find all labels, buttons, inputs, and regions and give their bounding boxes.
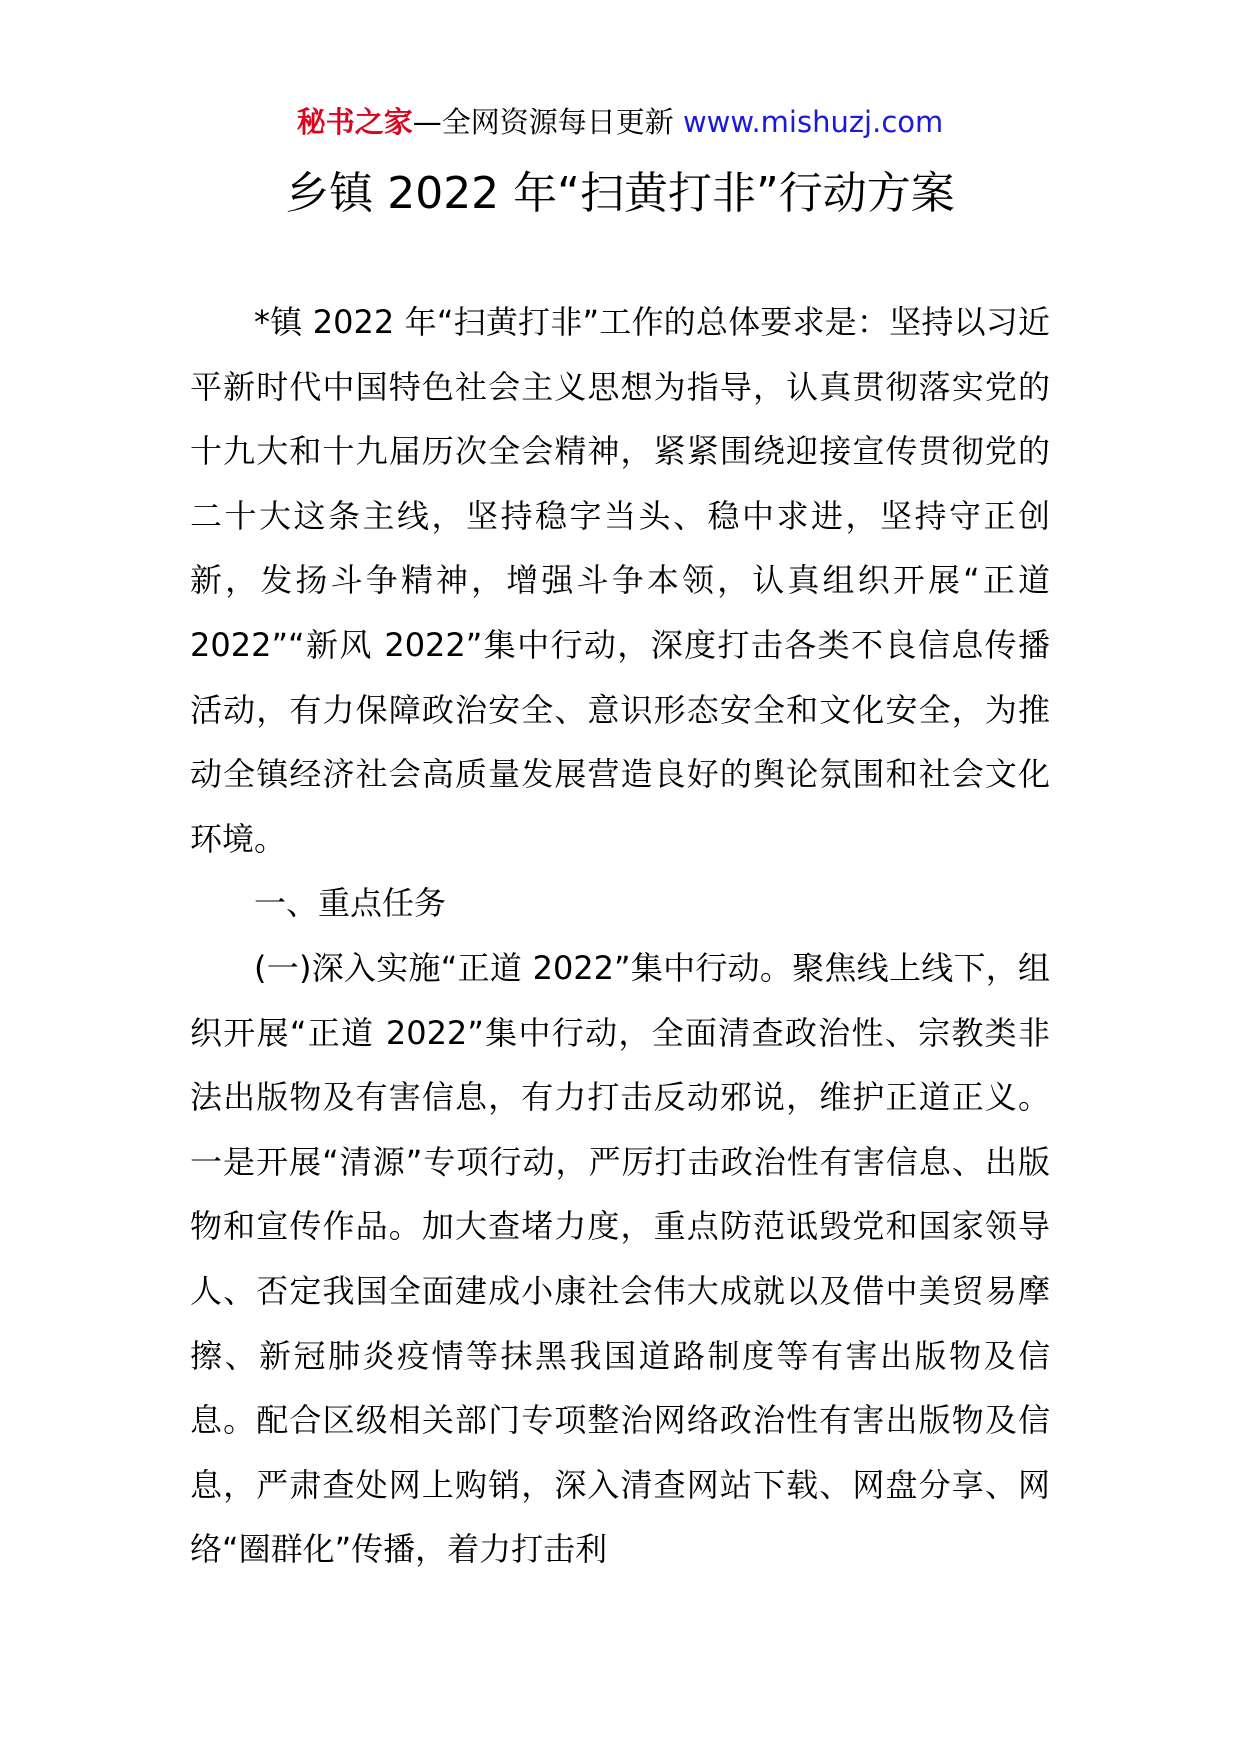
paragraph-task-one: (一)深入实施“正道 2022”集中行动。聚焦线上线下，组织开展“正道 2022”集中行动，全面清查政治性、宗教类非法出版物及有害信息，有力打击反动邪说，维护正道正义。一是开展“清源”专项行动，严厉打击政治性有害信息、出版物和宣传作品。加大查堵力度，重点防范诋毁党和国家领导人、否定我国全面建成小康社会伟大成就以及借中美贸易摩擦、新冠肺炎疫情等抹黑我国道路制度等有害出版物及信息。配合区级相关部门专项整治网络政治性有害出版物及信息，严肃查处网上购销，深入清查网站下载、网盘分享、网络“圈群化”传播，着力打击利	[190, 948, 1050, 1569]
section-heading-key-tasks: 一、重点任务	[254, 884, 447, 923]
site-tagline: —全网资源每日更新	[412, 105, 683, 139]
paragraph-intro: *镇 2022 年“扫黄打非”工作的总体要求是：坚持以习近平新时代中国特色社会主义思想为指导，认真贯彻落实党的十九大和十九届历次全会精神，紧紧围绕迎接宣传贯彻党的二十大这条主线，坚持稳字当头、稳中求进，坚持守正创新，发扬斗争精神，增强斗争本领，认真组织开展“正道 2022”“新风 2022”集中行动，深度打击各类不良信息传播活动，有力保障政治安全、意识形态安全和文化安全，为推动全镇经济社会高质量发展营造良好的舆论氛围和社会文化环境。	[190, 303, 1050, 858]
site-brand: 秘书之家	[296, 105, 413, 139]
document-body	[190, 290, 1050, 1582]
site-url-link[interactable]: www.mishuzj.com	[682, 105, 944, 139]
site-header	[0, 102, 1240, 142]
document-title: 乡镇 2022 年“扫黄打非”行动方案	[285, 168, 955, 219]
